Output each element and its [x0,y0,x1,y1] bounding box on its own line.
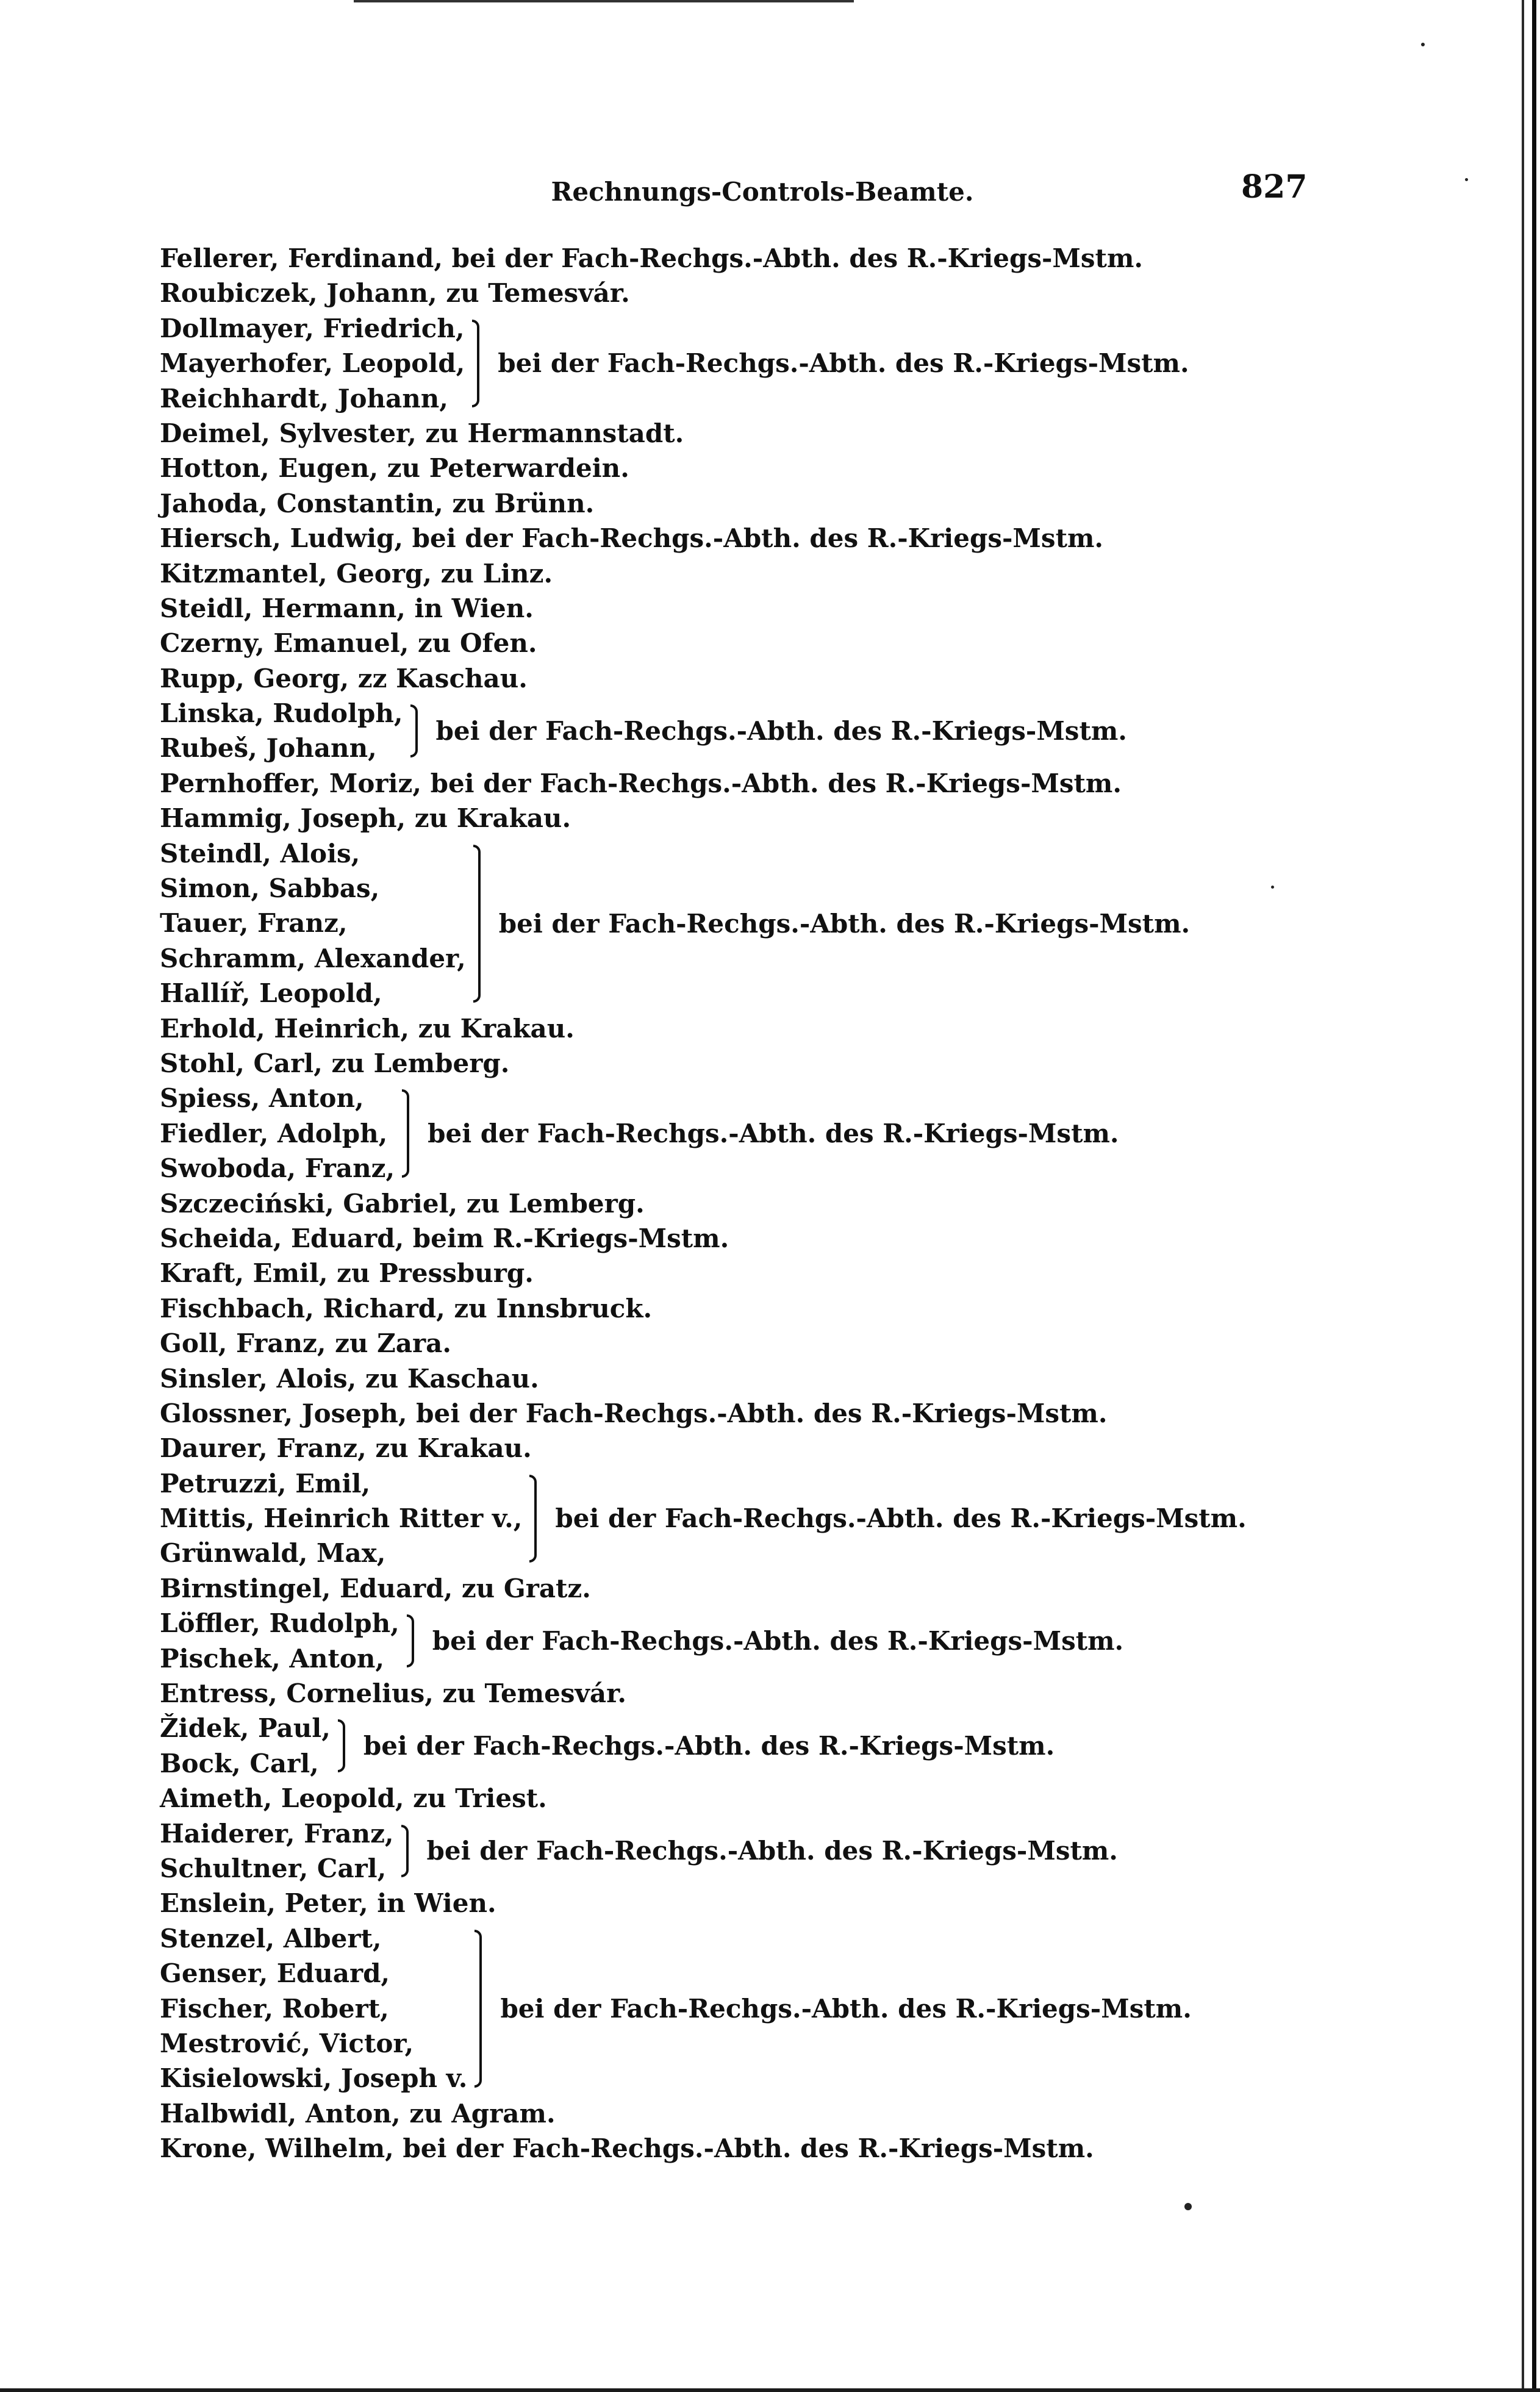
group-names [160,1816,394,1886]
group-name-line: Reichhardt, Johann, [160,383,448,414]
group-name-line: Spiess, Anton, [160,1083,364,1114]
group-names [160,1921,467,2096]
entry-line: Daurer, Franz, zu Krakau. [160,1433,532,1464]
group-name-line: Löffler, Rudolph, [160,1608,399,1639]
group-affiliation: bei der Fach-Rechgs.-Abth. des R.-Kriegs-Mstm. [428,1118,1119,1148]
group-name-line: Linska, Rudolph, [160,698,403,729]
group-name-line: Mestrović, Victor, [160,2028,414,2058]
entry-line: Enslein, Peter, in Wien. [160,1888,496,1919]
group-name-line: Tauer, Franz, [160,908,348,939]
entry-line: Steidl, Hermann, in Wien. [160,593,534,623]
group-name-line: Fischer, Robert, [160,1993,389,2024]
entry-group [160,836,1380,1011]
entry-line: Jahoda, Constantin, zu Brünn. [160,488,595,518]
scan-speck [1421,43,1425,46]
group-name-line: Pischek, Anton, [160,1643,385,1674]
group-name-line: Mayerhofer, Leopold, [160,348,465,379]
entry-group [160,1466,1380,1571]
scan-speck [1271,886,1274,889]
entry-line: Krone, Wilhelm, bei der Fach-Rechgs.-Abth. des R.-Kriegs-Mstm. [160,2133,1094,2164]
group-name-line: Schultner, Carl, [160,1853,387,1883]
group-affiliation: bei der Fach-Rechgs.-Abth. des R.-Kriegs-Mstm. [363,1731,1055,1761]
group-name-line: Mittis, Heinrich Ritter v., [160,1503,523,1534]
group-name-line: Steindl, Alois, [160,838,360,868]
group-affiliation: bei der Fach-Rechgs.-Abth. des R.-Kriegs-Mstm. [555,1503,1247,1534]
group-name-line: Hallíř, Leopold, [160,978,382,1009]
group-name-line: Haiderer, Franz, [160,1818,394,1849]
group-names [160,311,465,416]
entry-line: Sinsler, Alois, zu Kaschau. [160,1363,539,1394]
group-name-line: Swoboda, Franz, [160,1153,395,1184]
entry-group [160,311,1380,416]
curly-brace [401,1825,409,1878]
group-affiliation: bei der Fach-Rechgs.-Abth. des R.-Kriegs-Mstm. [500,1993,1192,2024]
curly-brace [473,845,481,1003]
scan-bottom-edge [0,2388,1540,2392]
entry-line: Fellerer, Ferdinand, bei der Fach-Rechgs.-Abth. des R.-Kriegs-Mstm. [160,243,1144,273]
group-names [160,696,403,766]
group-name-line: Kisielowski, Joseph v. [160,2063,468,2094]
group-name-line: Schramm, Alexander, [160,943,466,973]
entry-line: Czerny, Emanuel, zu Ofen. [160,628,537,659]
group-names [160,1081,395,1186]
curly-brace [472,320,479,407]
entry-line: Pernhoffer, Moriz, bei der Fach-Rechgs.-Abth. des R.-Kriegs-Mstm. [160,768,1122,798]
group-names [160,1711,331,1781]
group-name-line: Židek, Paul, [160,1713,331,1744]
entry-line: Roubiczek, Johann, zu Temesvár. [160,278,630,309]
group-name-line: Simon, Sabbas, [160,873,380,904]
group-name-line: Stenzel, Albert, [160,1923,382,1953]
running-title: Rechnungs-Controls-Beamte. [551,177,974,207]
entry-line: Hammig, Joseph, zu Krakau. [160,803,571,834]
entry-line: Goll, Franz, zu Zara. [160,1328,451,1359]
entry-line: Birnstingel, Eduard, zu Gratz. [160,1573,591,1603]
group-affiliation: bei der Fach-Rechgs.-Abth. des R.-Kriegs-Mstm. [435,715,1127,746]
entry-line: Halbwidl, Anton, zu Agram. [160,2098,556,2129]
entry-line: Stohl, Carl, zu Lemberg. [160,1048,510,1078]
entry-line: Hiersch, Ludwig, bei der Fach-Rechgs.-Abth. des R.-Kriegs-Mstm. [160,523,1104,554]
scan-speck [1184,2203,1192,2210]
entry-line: Rupp, Georg, zz Kaschau. [160,663,528,693]
group-affiliation: bei der Fach-Rechgs.-Abth. des R.-Kriegs-Mstm. [498,348,1189,379]
entry-line: Kitzmantel, Georg, zu Linz. [160,558,553,589]
entry-group [160,1081,1380,1186]
curly-brace [402,1089,409,1177]
entry-line: Deimel, Sylvester, zu Hermannstadt. [160,418,684,448]
entry-line: Kraft, Emil, zu Pressburg. [160,1258,534,1289]
entry-line: Szczeciński, Gabriel, zu Lemberg. [160,1188,645,1219]
scan-right-edge [1532,0,1536,2392]
entry-group [160,1921,1380,2096]
group-name-line: Dollmayer, Friedrich, [160,313,465,343]
curly-brace [529,1475,537,1563]
entry-line: Fischbach, Richard, zu Innsbruck. [160,1293,653,1323]
entry-group [160,1816,1380,1886]
entry-line: Aimeth, Leopold, zu Triest. [160,1783,547,1814]
entry-list [160,241,1380,2166]
group-names [160,836,466,1011]
entry-line: Entress, Cornelius, zu Temesvár. [160,1678,626,1709]
group-affiliation: bei der Fach-Rechgs.-Abth. des R.-Kriegs-Mstm. [426,1836,1118,1866]
group-affiliation: bei der Fach-Rechgs.-Abth. des R.-Kriegs-Mstm. [432,1626,1124,1656]
entry-line: Glossner, Joseph, bei der Fach-Rechgs.-Abth. des R.-Kriegs-Mstm. [160,1398,1108,1428]
group-name-line: Petruzzi, Emil, [160,1468,371,1499]
curly-brace [407,1614,414,1667]
entry-group [160,1606,1380,1676]
scan-right-edge-inner [1522,0,1524,2392]
group-name-line: Genser, Eduard, [160,1958,390,1989]
group-names [160,1466,522,1571]
curly-brace [338,1719,345,1772]
entry-group [160,1711,1380,1781]
entry-group [160,696,1380,766]
group-name-line: Bock, Carl, [160,1748,319,1778]
entry-line: Scheida, Eduard, beim R.-Kriegs-Mstm. [160,1223,729,1253]
page-number: 827 [1241,168,1308,206]
group-affiliation: bei der Fach-Rechgs.-Abth. des R.-Kriegs-Mstm. [498,908,1191,939]
group-name-line: Grünwald, Max, [160,1538,386,1569]
scan-top-edge [354,0,854,2]
group-name-line: Rubeš, Johann, [160,733,377,764]
group-names [160,1606,399,1676]
group-name-line: Fiedler, Adolph, [160,1118,388,1148]
curly-brace [475,1930,482,2088]
curly-brace [410,704,418,757]
entry-line: Erhold, Heinrich, zu Krakau. [160,1013,575,1044]
scan-speck [1465,178,1468,181]
entry-line: Hotton, Eugen, zu Peterwardein. [160,453,629,484]
